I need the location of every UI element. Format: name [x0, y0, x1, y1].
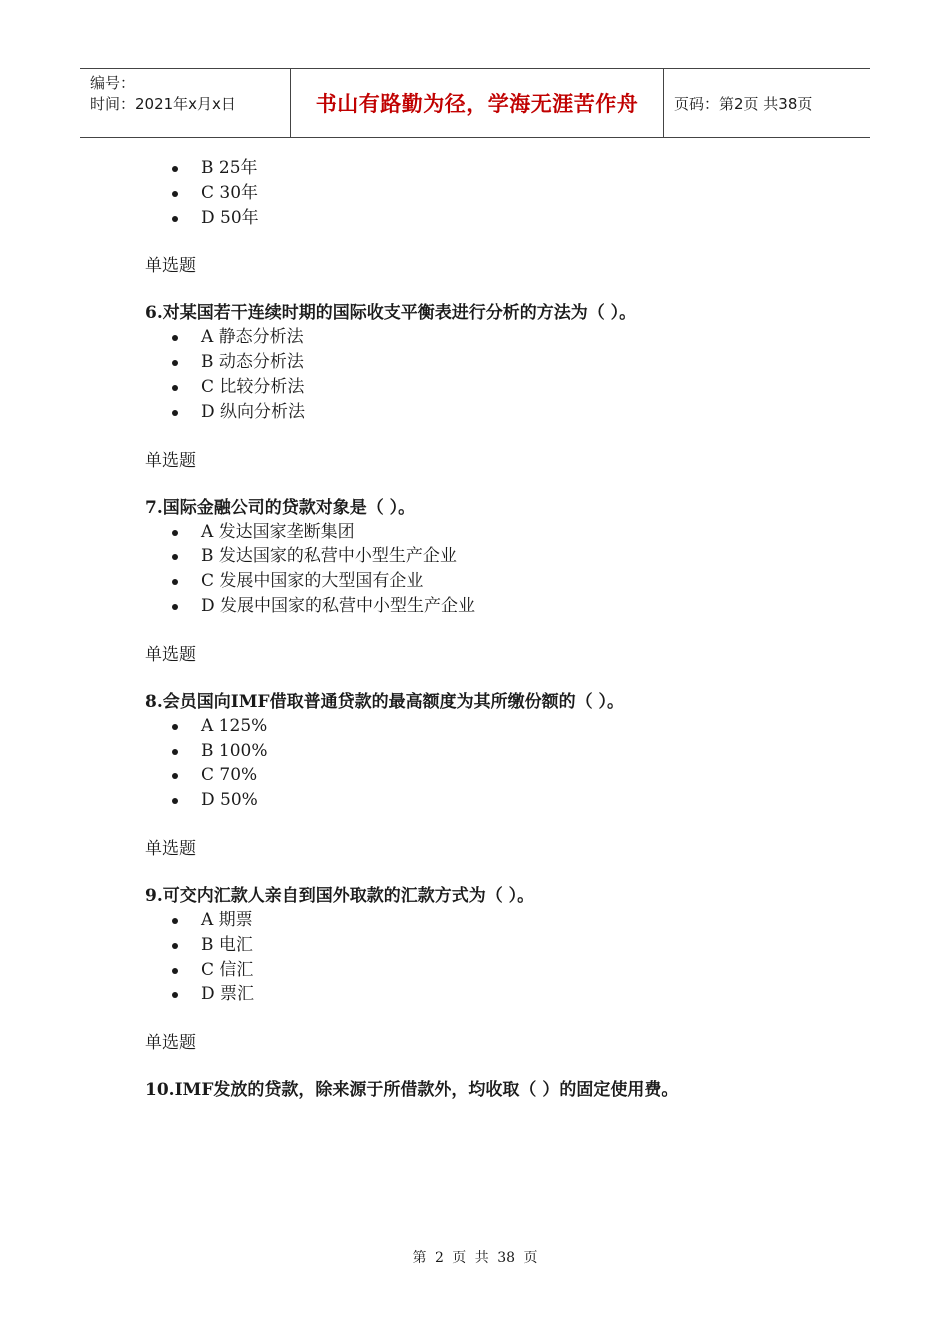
question-text: 8.会员国向IMF借取普通贷款的最高额度为其所缴份额的（ ）。: [145, 691, 625, 712]
option-item: B 25年: [0, 156, 950, 181]
question-type: 单选题: [145, 1033, 196, 1054]
header-info: [80, 69, 291, 137]
option-list-top: [0, 156, 950, 230]
option-item: D 50%: [0, 788, 950, 813]
option-item: C 30年: [0, 181, 950, 206]
time-label: 时间：2021年x月x日: [90, 95, 236, 113]
option-item: C 70%: [0, 763, 950, 788]
header-page-label: 页码：第2页 共38页: [674, 94, 813, 113]
option-item: B 发达国家的私营中小型生产企业: [0, 544, 950, 569]
option-item: A 静态分析法: [0, 325, 950, 350]
question-type: 单选题: [145, 644, 196, 665]
number-label: 编号：: [90, 74, 136, 92]
option-item: B 动态分析法: [0, 350, 950, 375]
option-list: [0, 908, 950, 1007]
option-list: [0, 714, 950, 813]
option-item: D 票汇: [0, 982, 950, 1007]
question-type: 单选题: [145, 450, 196, 471]
header-motto: 书山有路勤为径，学海无涯苦作舟: [291, 69, 664, 137]
option-list: [0, 325, 950, 424]
option-list: [0, 520, 950, 619]
option-item: C 比较分析法: [0, 375, 950, 400]
option-item: D 50年: [0, 206, 950, 231]
question-text: 10.IMF发放的贷款，除来源于所借款外，均收取（ ）的固定使用费。: [145, 1080, 679, 1101]
option-item: C 信汇: [0, 958, 950, 983]
page-header: [80, 68, 870, 138]
question-type: 单选题: [145, 256, 196, 277]
option-item: A 发达国家垄断集团: [0, 520, 950, 545]
question-text: 6.对某国若干连续时期的国际收支平衡表进行分析的方法为（ ）。: [145, 303, 637, 324]
question-text: 7.国际金融公司的贷款对象是（ ）。: [145, 497, 416, 518]
option-item: C 发展中国家的大型国有企业: [0, 569, 950, 594]
question-type: 单选题: [145, 838, 196, 859]
page-footer: 第 2 页 共 38 页: [412, 1250, 538, 1266]
option-item: D 发展中国家的私营中小型生产企业: [0, 594, 950, 619]
question-text: 9.可交内汇款人亲自到国外取款的汇款方式为（ ）。: [145, 885, 535, 906]
option-item: B 电汇: [0, 933, 950, 958]
option-item: A 125%: [0, 714, 950, 739]
document-body: [0, 156, 950, 1102]
option-item: B 100%: [0, 739, 950, 764]
option-item: A 期票: [0, 908, 950, 933]
option-item: D 纵向分析法: [0, 400, 950, 425]
